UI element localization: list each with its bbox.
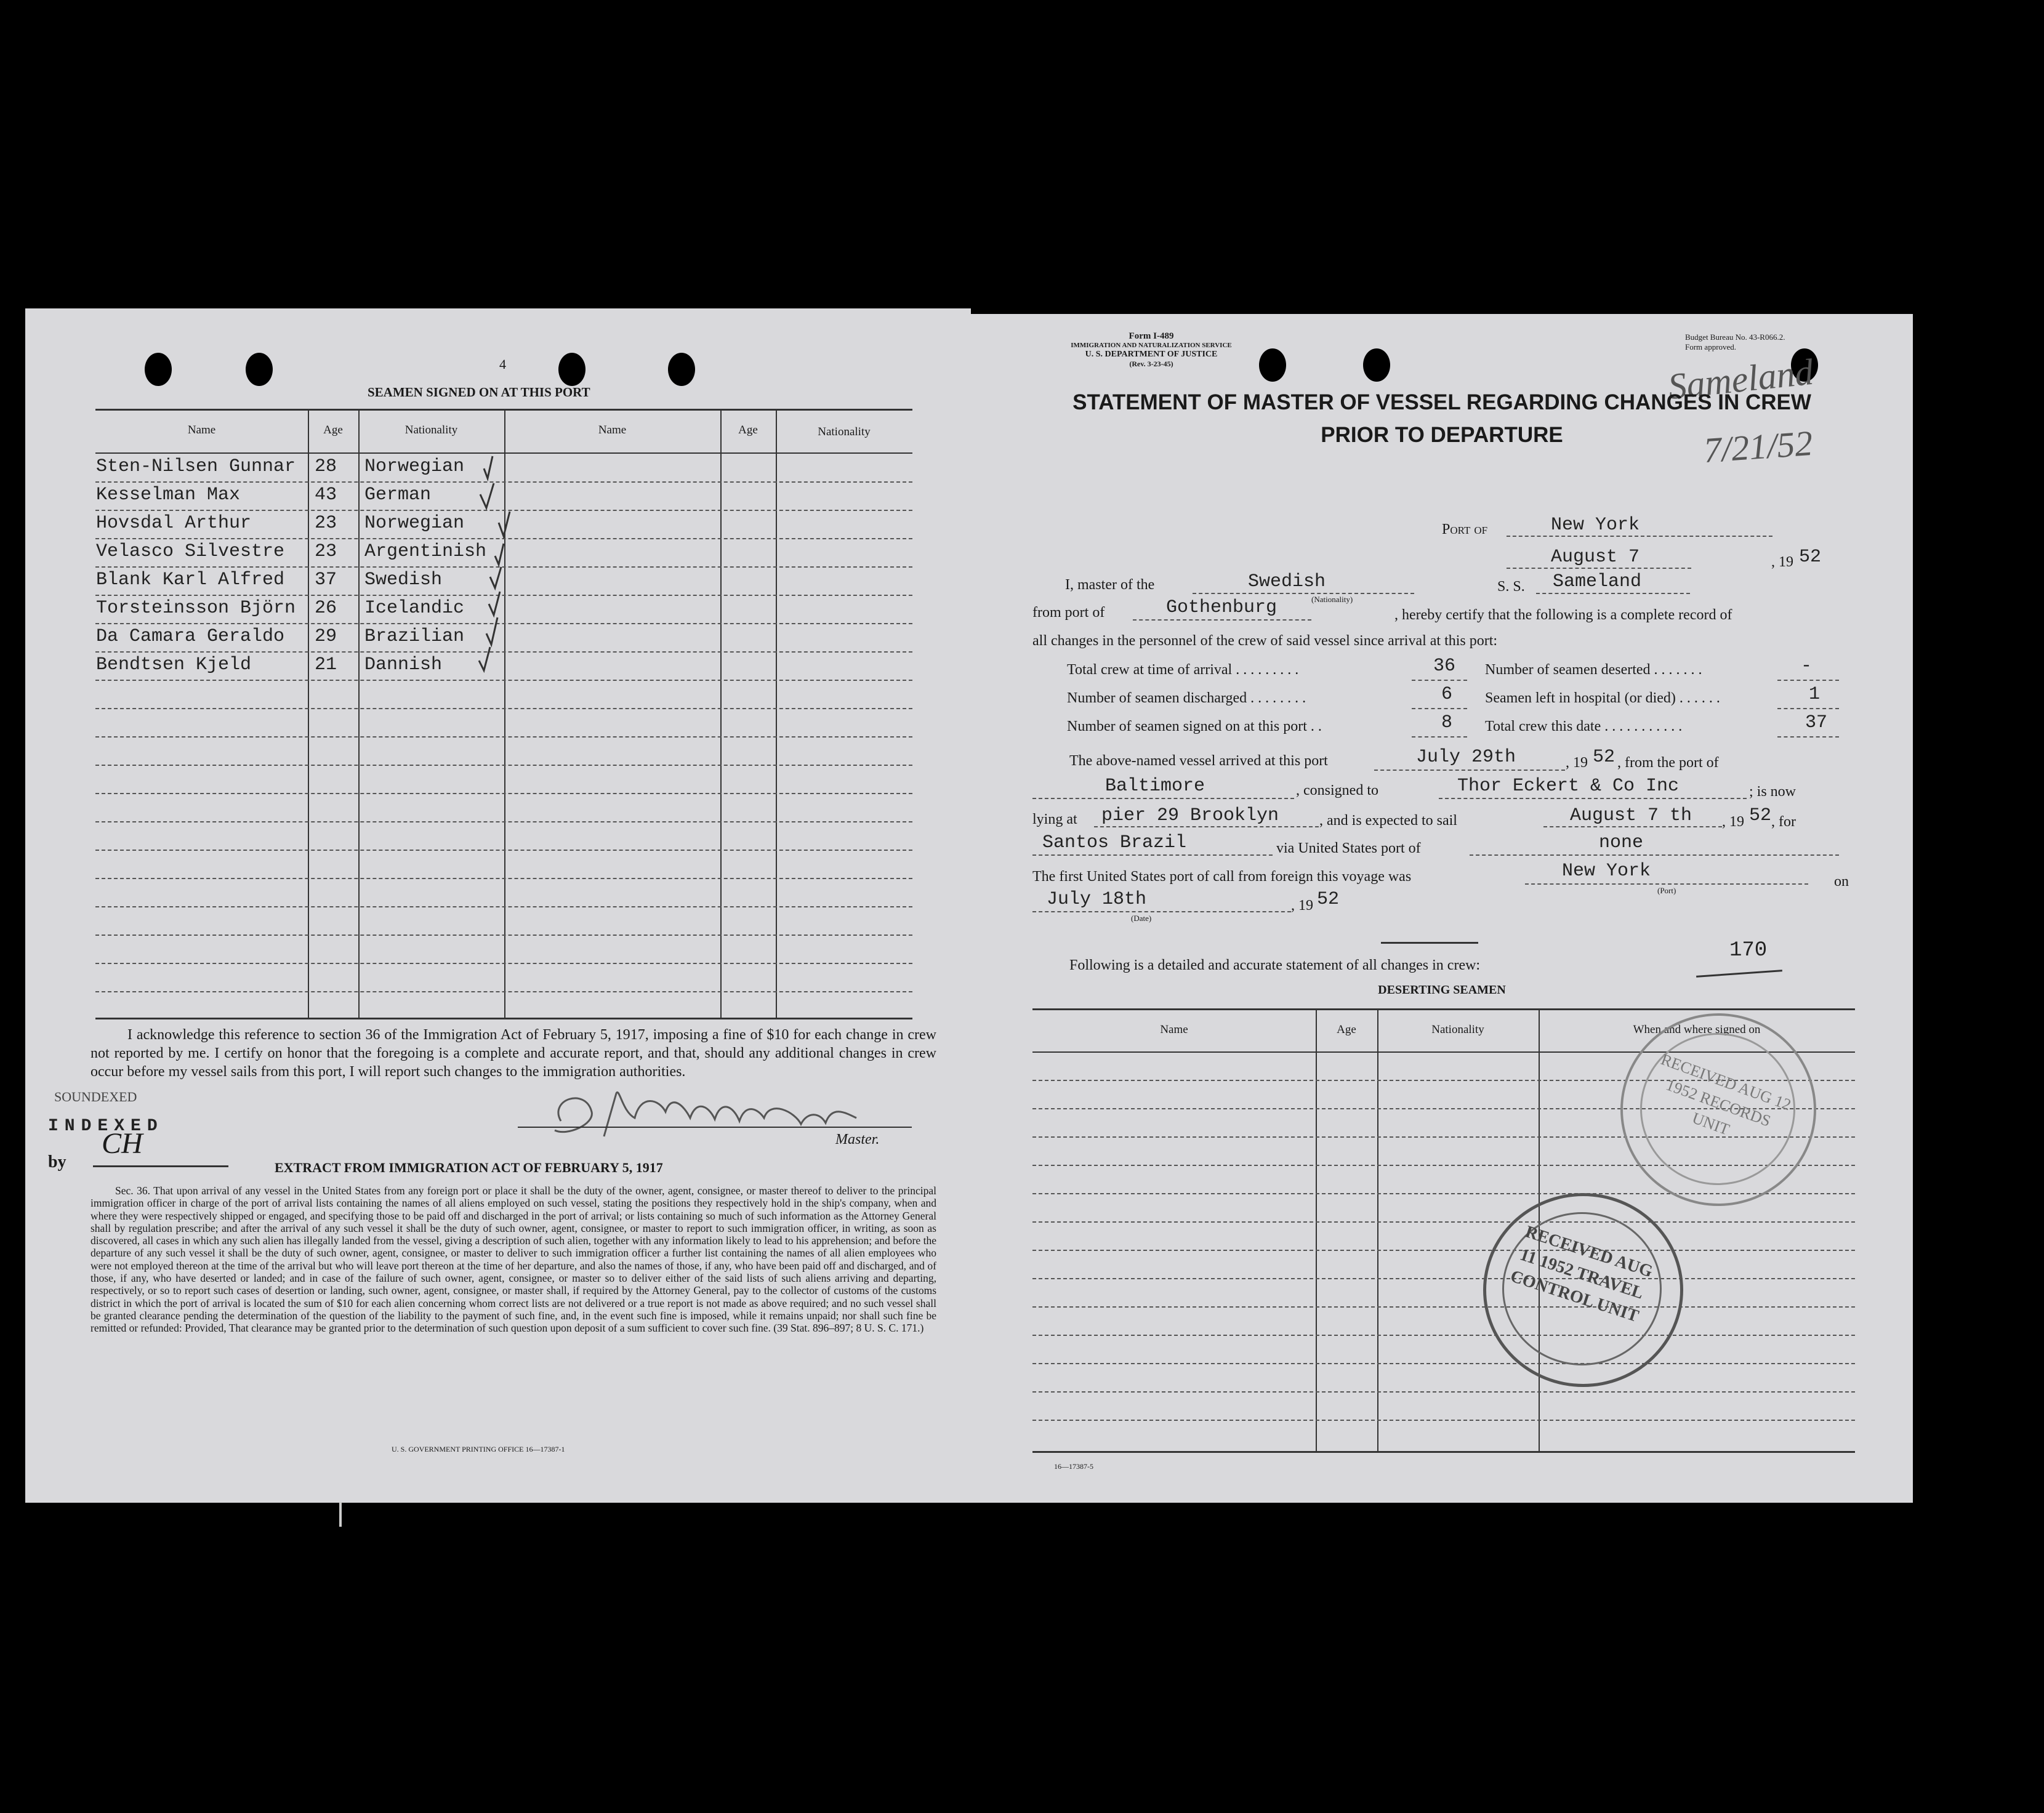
year-prefix: , 19 — [1771, 554, 1793, 570]
port-of-label: Port of — [1442, 521, 1488, 537]
right-page — [971, 314, 1913, 1503]
on-label: on — [1834, 874, 1849, 890]
col-header-nationality: Nationality — [404, 424, 458, 436]
lying-at-label: lying at — [1032, 811, 1077, 827]
crew-name: Da Camara Geraldo — [96, 626, 285, 647]
total-arrival-label: Total crew at time of arrival . . . . . . . . . — [1067, 662, 1299, 678]
from-the-port-label: , from the port of — [1617, 755, 1719, 771]
section-title: SEAMEN SIGNED ON AT THIS PORT — [368, 385, 590, 400]
crew-nationality: Dannish — [364, 654, 443, 675]
statement-year: 52 — [1799, 547, 1822, 568]
consignee: Thor Eckert & Co Inc — [1457, 776, 1680, 797]
via-port: none — [1599, 832, 1644, 853]
lying-at-value: pier 29 Brooklyn — [1101, 805, 1279, 826]
signed-on-label: Number of seamen signed on at this port . . — [1067, 718, 1322, 734]
nationality-caption: (Nationality) — [1311, 595, 1353, 604]
crew-name: Kesselman Max — [96, 484, 241, 505]
crew-age: 23 — [315, 513, 337, 534]
crew-name: Hovsdal Arthur — [96, 513, 252, 534]
col-header-name-2: Name — [598, 424, 627, 436]
signed-on-value: 8 — [1441, 712, 1453, 733]
punch-hole — [246, 353, 273, 386]
form-title: STATEMENT OF MASTER OF VESSEL REGARDING CHANGES IN CREW — [1072, 390, 1811, 414]
agency-line-1: IMMIGRATION AND NATURALIZATION SERVICE — [1071, 342, 1232, 349]
port-of-value: New York — [1551, 515, 1640, 536]
certify-text: , hereby certify that the following is a complete record of — [1394, 607, 1732, 623]
records-unit-stamp-text: RECEIVED AUG 12 1952 RECORDS UNIT — [1659, 1050, 1793, 1139]
hospital-value: 1 — [1809, 684, 1821, 705]
indexed-stamp: INDEXED — [48, 1117, 164, 1136]
statement-date: August 7 — [1551, 547, 1640, 568]
budget-number: Budget Bureau No. 43-R066.2. — [1685, 332, 1785, 342]
sail-year-prefix: , 19 — [1722, 814, 1744, 830]
expected-label: , and is expected to sail — [1319, 813, 1457, 829]
by-initials: CH — [102, 1127, 143, 1160]
left-page — [25, 308, 971, 1503]
handwritten-ship-name: Sameland — [1666, 351, 1816, 408]
master-of-label: I, master of the — [1065, 577, 1155, 593]
col-header-age-2: Age — [738, 424, 758, 436]
crew-name: Sten-Nilsen Gunnar — [96, 456, 296, 477]
form-approved: Form approved. — [1685, 342, 1737, 352]
punch-hole — [145, 353, 172, 386]
crew-nationality: Icelandic — [364, 598, 465, 619]
deserting-title: DESERTING SEAMEN — [1378, 983, 1506, 997]
handwritten-date: 7/21/52 — [1702, 422, 1814, 471]
by-label: by — [48, 1152, 66, 1172]
extract-title: EXTRACT FROM IMMIGRATION ACT OF FEBRUARY 5, 1917 — [275, 1160, 663, 1175]
form-revision: (Rev. 3-23-45) — [1129, 360, 1173, 368]
crew-age: 29 — [315, 626, 337, 647]
crew-age: 23 — [315, 541, 337, 562]
punch-hole — [558, 353, 585, 386]
total-date-label: Total crew this date . . . . . . . . . . . — [1485, 718, 1683, 734]
is-now-label: ; is now — [1749, 784, 1797, 800]
arrived-year: 52 — [1593, 747, 1615, 768]
crew-nationality: Swedish — [364, 569, 443, 590]
crew-name: Velasco Silvestre — [96, 541, 285, 562]
discharged-value: 6 — [1441, 684, 1453, 705]
sail-date: August 7 th — [1570, 805, 1692, 826]
printing-office: U. S. GOVERNMENT PRINTING OFFICE 16—17387-1 — [392, 1445, 565, 1453]
extract-body: Sec. 36. That upon arrival of any vessel in the United States from any foreign port or place it shall be the duty of the owner, agent, consignee, or master thereof to deliver to the principal immigration officer in charge of the port of arrival lists containing the names of all aliens employed on such vessel, stating the positions they respectively hold in the ship's company, when and where they were respectively shipped or engaged, and specifying those to be paid off and discharged in the port of arrival; or lists containing so much of such information as the Attorney General shall by regulation prescribe; and after the arrival of any such vessel it shall be the duty of such owner, agent, consignee, or master to report to such immigration officer, in writing, as soon as discovered, all cases in which any such alien has illegally landed from the vessel, giving a description of such alien, together with any information likely to lead to his apprehension; and before the departure of any such vessel it shall be the duty of such owner, agent, consignee, or master to deliver to such immigration officer a further list containing the names of all alien employees who were not employed thereon at the time of the arrival but who will leave port thereon at the time of her departure, and also the names of those, if any, who have been paid off and discharged, and of those, if any, who have deserted or landed; and in case of the failure of such owner, agent, consignee, or master so to deliver either of the said lists of such aliens arriving and departing, respectively, or so to report such cases of desertion or landing, such owner, agent, consignee, or master shall, if required by the Attorney General, pay to the collector of customs of the customs district in which the port of arrival is located the sum of $10 for each alien concerning whom correct lists are not delivered or a true report is not made as above required; and no such vessel shall be granted clearance pending the determination of the question of the liability to the payment of such fine, and, in the event such fine is imposed, while it remains unpaid; nor shall such fine be remitted or refunded: Provided, That clearance may be granted prior to the determination of such question upon deposit of a sum sufficient to cover such fine. (39 Stat. 896–897; 8 U. S. C. 171.) — [91, 1184, 936, 1335]
crew-nationality: Argentinish — [364, 541, 487, 562]
arrived-label: The above-named vessel arrived at this port — [1069, 753, 1328, 769]
from-port-label: from port of — [1032, 605, 1105, 621]
crew-name: Torsteinsson Björn — [96, 598, 296, 619]
consigned-label: , consigned to — [1296, 782, 1378, 798]
arrived-year-prefix: , 19 — [1566, 755, 1588, 771]
following-label: Following is a detailed and accurate statement of all changes in crew: — [1069, 957, 1481, 973]
col-header-age: Age — [323, 424, 343, 436]
deserting-col-signed-on: When and where signed on — [1633, 1023, 1761, 1036]
crew-age: 26 — [315, 598, 337, 619]
total-arrival-value: 36 — [1433, 656, 1456, 677]
port-caption: (Port) — [1657, 886, 1676, 895]
date-caption: (Date) — [1131, 914, 1152, 923]
deserting-col-age: Age — [1337, 1023, 1356, 1036]
soundexed-stamp: SOUNDEXED — [54, 1089, 137, 1104]
from-port-value: Gothenburg — [1166, 597, 1278, 618]
records-unit-stamp — [1620, 1013, 1816, 1206]
agency-line-2: U. S. DEPARTMENT OF JUSTICE — [1085, 350, 1218, 359]
for-label: , for — [1771, 814, 1796, 830]
form-subtitle: PRIOR TO DEPARTURE — [1321, 423, 1563, 447]
col-header-nationality-2: Nationality — [818, 425, 871, 438]
first-date: July 18th — [1047, 889, 1147, 910]
crew-nationality: Norwegian — [364, 456, 465, 477]
sail-year: 52 — [1749, 805, 1772, 826]
nationality-value: Swedish — [1248, 571, 1326, 592]
ship-name: Sameland — [1553, 571, 1642, 592]
check-marks — [472, 451, 521, 679]
via-label: via United States port of — [1276, 840, 1421, 856]
crew-age: 37 — [315, 569, 337, 590]
binding-mark — [339, 1502, 342, 1527]
master-label: Master. — [835, 1132, 880, 1148]
footer-code: 16—17387-5 — [1054, 1462, 1093, 1471]
page-number: 4 — [499, 356, 506, 372]
crew-name: Blank Karl Alfred — [96, 569, 285, 590]
from-port-2: Baltimore — [1105, 776, 1205, 797]
destination: Santos Brazil — [1042, 832, 1187, 853]
acknowledgement-text: I acknowledge this reference to section 36 of the Immigration Act of February 5, 1917, imposing a fine of $10 for each change in crew not reported by me. I certify on honor that the foregoing is a complete and accurate report, and that, should any additional changes in crew occur before my vessel sails from this port, I will report such changes to the immigration authorities. — [91, 1027, 936, 1080]
ss-label: S. S. — [1497, 579, 1525, 595]
deserted-value: - — [1801, 656, 1813, 677]
crew-nationality: Brazilian — [364, 626, 465, 647]
travel-control-stamp-text: RECEIVED AUG 11 1952 TRAVEL CONTROL UNIT — [1508, 1222, 1656, 1326]
first-year: 52 — [1317, 889, 1340, 910]
form-number: Form I-489 — [1129, 331, 1174, 341]
crew-age: 21 — [315, 654, 337, 675]
hospital-label: Seamen left in hospital (or died) . . . . . . — [1485, 690, 1720, 706]
crew-age: 28 — [315, 456, 337, 477]
deserting-col-name: Name — [1160, 1023, 1188, 1036]
col-header-name: Name — [187, 424, 216, 436]
crew-nationality: Norwegian — [364, 513, 465, 534]
total-date-value: 37 — [1805, 712, 1828, 733]
crew-age: 43 — [315, 484, 337, 505]
punch-hole — [1363, 348, 1390, 382]
deserting-col-nationality: Nationality — [1431, 1023, 1484, 1036]
first-year-prefix: , 19 — [1291, 898, 1313, 914]
crew-nationality: German — [364, 484, 432, 505]
first-port-label: The first United States port of call from foreign this voyage was — [1032, 869, 1412, 885]
crew-name: Bendtsen Kjeld — [96, 654, 252, 675]
number-170: 170 — [1729, 939, 1768, 962]
first-port-value: New York — [1562, 861, 1651, 882]
discharged-label: Number of seamen discharged . . . . . . . . — [1067, 690, 1306, 706]
certify-text-2: all changes in the personnel of the crew of said vessel since arrival at this port: — [1032, 633, 1498, 649]
travel-control-stamp — [1483, 1193, 1683, 1387]
punch-hole — [668, 353, 695, 386]
deserted-label: Number of seamen deserted . . . . . . . — [1485, 662, 1702, 678]
arrived-date: July 29th — [1416, 747, 1516, 768]
punch-hole — [1259, 348, 1286, 382]
